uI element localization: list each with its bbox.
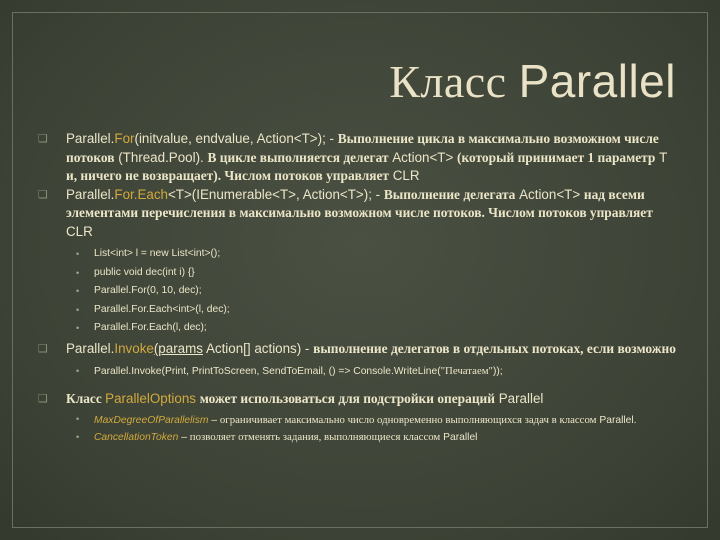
list-item: • MaxDegreeOfParallelism – ограничивает максимально число одновременно выполняющихся задач в классом Parallel. — [76, 414, 637, 426]
title-ru: Класс — [389, 56, 507, 107]
bullet-parallel-options: ❑ Класс ParallelOptions может использоваться для подстройки операций Parallel — [38, 390, 544, 406]
code-list — [38, 245, 678, 338]
square-bullet-icon: ❑ — [38, 187, 48, 201]
bullet-parallel-for: ❑ Parallel.For(initvalue, endvalue, Action<T>); - Выполнение цикла в максимально возможном числе потоков (Thread.Pool). В цикле выполняется делегат Action<T> (который принимает 1 параметр T и, ничего не возвращает). Числом потоков управляет CLR — [38, 131, 668, 183]
list-item: • Parallel.Invoke(Print, PrintToScreen, SendToEmail, () => Console.WriteLine("Печатаем")); — [76, 365, 503, 377]
list-item: • CancellationToken – позволяет отменять задания, выполняющиеся классом Parallel — [76, 431, 478, 443]
list-item: • Parallel.For.Each(l, dec); — [76, 322, 207, 333]
slide-title — [389, 54, 676, 108]
square-bullet-icon: ❑ — [38, 132, 48, 145]
title-en: Parallel — [518, 55, 676, 107]
slide-content — [38, 130, 678, 450]
list-item: • public void dec(int i) {} — [76, 266, 195, 278]
square-bullet-icon: ❑ — [38, 341, 48, 355]
list-item: • Parallel.For.Each<int>(l, dec); — [76, 303, 230, 315]
list-item: • List<int> l = new List<int>(); — [76, 248, 221, 259]
option-name: CancellationToken — [94, 432, 179, 443]
params-link[interactable]: (params — [153, 340, 203, 356]
square-bullet-icon: ❑ — [38, 391, 48, 405]
options-list — [38, 412, 678, 448]
list-item: • Parallel.For(0, 10, dec); — [76, 285, 202, 296]
bullet-parallel-invoke: ❑ Parallel.Invoke(params Action[] actions) - выполнение делегатов в отдельных потоках, если возможно — [38, 340, 676, 356]
invoke-example-list — [38, 362, 678, 382]
option-name: MaxDegreeOfParallelism — [94, 415, 209, 426]
bullet-parallel-foreach: ❑ Parallel.For.Each<T>(IEnumerable<T>, Action<T>); - Выполнение делегата Action<T> над всеми элементами перечисления в максимально возможном числе потоков. Числом потоков управляет CLR — [38, 186, 653, 239]
